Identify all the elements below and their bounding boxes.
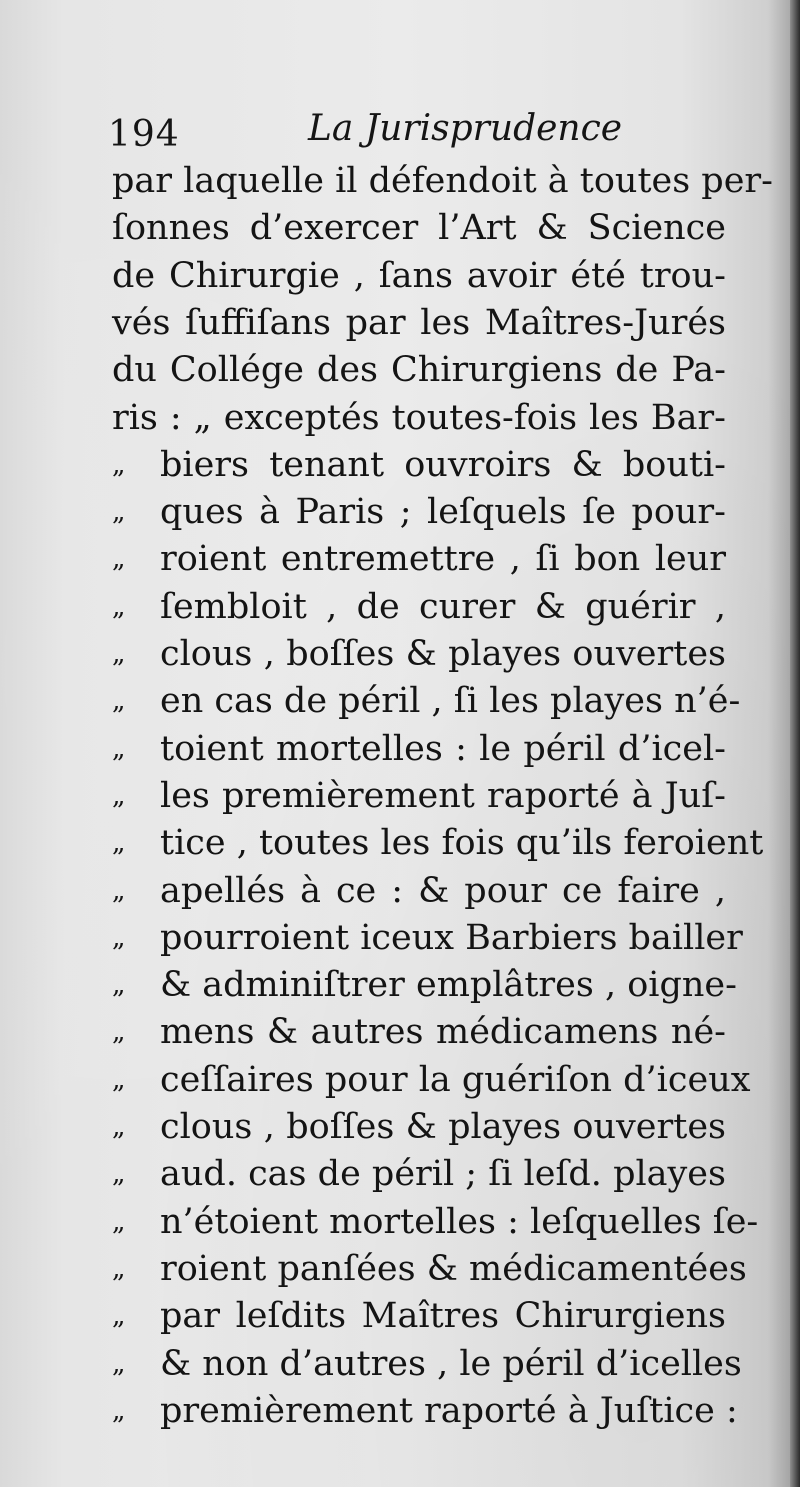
text-line [0, 583, 800, 631]
line-text: ris : „ exceptés toutes-fois les Bar- [112, 397, 726, 438]
line-text: premièrement raporté à Juſtice : [160, 1390, 738, 1431]
line-text: roient entremettre , ſi bon leur [160, 539, 726, 580]
line-text: ques à Paris ; leſquels ſe pour- [160, 492, 726, 533]
quotation-mark: „ [112, 639, 124, 669]
quotation-mark: „ [112, 780, 124, 811]
line-text: par leſdits Maîtres Chirurgiens [160, 1296, 726, 1337]
quotation-mark: „ [112, 1206, 124, 1237]
line-text: mens & autres médicamens né- [160, 1012, 726, 1053]
quotation-mark: „ [112, 591, 124, 622]
text-line [0, 1150, 800, 1198]
text-line [0, 1008, 800, 1056]
quotation-mark: „ [112, 922, 124, 953]
line-text: ſonnes d’exercer l’Art & Science [112, 208, 726, 249]
line-text: par laquelle il défendoit à toutes per- [112, 161, 773, 201]
quotation-mark: „ [112, 828, 124, 859]
line-text: biers tenant ouvroirs & bouti- [160, 444, 726, 485]
line-text: du Collége des Chirurgiens de Pa- [112, 350, 726, 391]
text-line [0, 1292, 800, 1340]
text-line [0, 819, 800, 867]
line-text: & adminiſtrer emplâtres , oigne- [160, 965, 737, 1006]
quotation-mark: „ [112, 1064, 124, 1095]
text-line [0, 535, 800, 583]
line-text: ceſſaires pour la guériſon d’iceux [160, 1059, 751, 1100]
line-text: en cas de péril , ſi les playes n’é- [160, 681, 741, 722]
text-line [0, 157, 800, 205]
quotation-mark: „ [112, 1395, 124, 1426]
quotation-mark: „ [112, 686, 124, 717]
line-text: clous , boſſes & playes ouvertes [160, 1107, 726, 1147]
running-head: La Jurisprudence [308, 108, 623, 149]
text-line [0, 725, 800, 773]
quotation-mark: „ [112, 875, 124, 906]
line-text: tice , toutes les fois qu’ils feroient [160, 823, 764, 864]
line-text: n’étoient mortelles : leſquelles ſe- [160, 1201, 759, 1242]
text-line [0, 1056, 800, 1104]
page-number: 194 [108, 114, 180, 155]
quotation-mark: „ [112, 1348, 124, 1379]
quotation-mark: „ [112, 1017, 124, 1048]
line-text: aud. cas de péril ; ſi leſd. playes [160, 1154, 726, 1195]
quotation-mark: „ [112, 449, 124, 480]
line-text: ſembloit , de curer & guérir , [160, 586, 726, 627]
line-text: les premièrement raporté à Juſ- [160, 775, 726, 816]
line-text: clous , boſſes & playes ouvertes [160, 634, 726, 674]
text-line [0, 772, 800, 820]
text-line [0, 961, 800, 1009]
text-line [0, 346, 800, 394]
text-line [0, 1340, 800, 1388]
quotation-mark: „ [112, 1253, 124, 1284]
paper-smudge [210, 1425, 710, 1455]
quotation-mark: „ [112, 497, 124, 528]
quotation-mark: „ [112, 1159, 124, 1190]
text-line [0, 252, 800, 300]
quotation-mark: „ [112, 544, 124, 575]
text-line [0, 630, 800, 678]
line-text: apellés à ce : & pour ce faire , [160, 870, 726, 911]
text-line [0, 1245, 800, 1293]
text-line [0, 488, 800, 536]
line-text: vés ſuffiſans par les Maîtres-Jurés [112, 302, 726, 343]
text-line [0, 204, 800, 252]
text-line [0, 441, 800, 489]
text-line [0, 867, 800, 915]
text-line [0, 299, 800, 347]
text-line [0, 1103, 800, 1151]
quotation-mark: „ [112, 1112, 124, 1142]
quotation-mark: „ [112, 733, 124, 764]
line-text: pourroient iceux Barbiers bailler [160, 917, 743, 958]
line-text: de Chirurgie , ſans avoir été trou- [112, 255, 726, 296]
text-line [0, 677, 800, 725]
quotation-mark: „ [112, 970, 124, 1001]
text-line [0, 914, 800, 962]
line-text: & non d’autres , le péril d’icelles [160, 1343, 742, 1384]
line-text: roient panſées & médicamentées [160, 1248, 747, 1289]
quotation-mark: „ [112, 1301, 124, 1332]
line-text: toient mortelles : le péril d’icel- [160, 728, 726, 769]
text-line [0, 394, 800, 442]
text-line [0, 1198, 800, 1246]
